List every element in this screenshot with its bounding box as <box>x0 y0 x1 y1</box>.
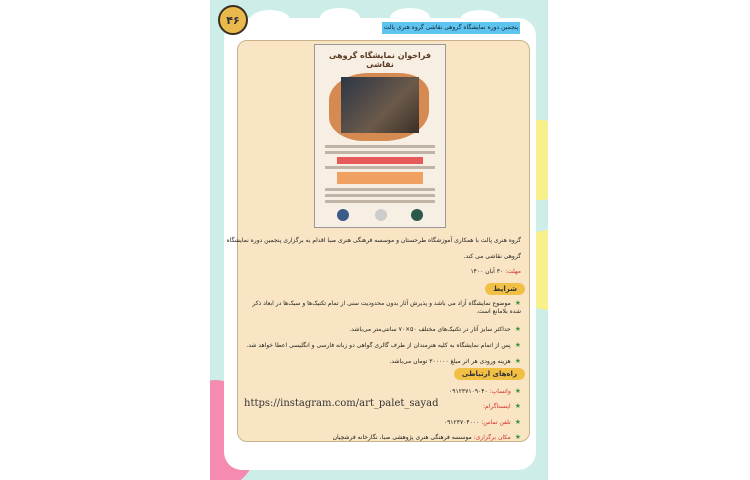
poster-band <box>337 157 423 164</box>
intro-text-line2: گروهی نقاشی می کند. <box>463 253 521 260</box>
poster-text <box>325 194 435 197</box>
contact-label: مکان برگزاری: <box>473 434 511 441</box>
magazine-page <box>210 0 548 480</box>
poster-image <box>314 44 446 228</box>
poster-text <box>325 166 435 169</box>
contact-value[interactable]: ۰۹۱۲۳۷۱۰۹۰۴۰ <box>449 388 488 395</box>
poster-text <box>325 151 435 154</box>
star-icon: ★ <box>514 418 521 426</box>
condition-item <box>246 341 521 349</box>
condition-text: موضوع نمایشگاه آزاد می باشد و پذیرش آثار بدون محدودیت سنی از تمام تکنیک‌ها و سبک‌ها در ابعاد ذکر شده بلامانع است. <box>252 300 521 315</box>
deadline-label: مهلت: <box>505 268 521 275</box>
star-icon: ★ <box>514 387 521 395</box>
poster-logo <box>337 209 349 221</box>
instagram-link[interactable]: https://instagram.com/art_palet_sayad <box>244 398 439 409</box>
contact-heading: راه‌های ارتباطی <box>454 368 525 380</box>
star-icon: ★ <box>514 341 521 349</box>
conditions-heading: شرایط <box>485 283 525 295</box>
content-card <box>226 40 530 442</box>
contact-venue <box>333 433 521 441</box>
contact-label: تلفن تماس: <box>481 419 511 426</box>
condition-item <box>349 325 521 333</box>
star-icon: ★ <box>514 402 521 410</box>
poster-text <box>325 188 435 191</box>
condition-text: حداکثر سایز آثار در تکنیک‌های مختلف ۵۰×۷۰ سانتی‌متر می‌باشد. <box>349 326 511 333</box>
poster-photo <box>341 77 419 133</box>
wave <box>250 10 290 30</box>
poster-band <box>337 172 423 184</box>
star-icon: ★ <box>514 433 521 441</box>
contact-instagram <box>483 402 521 410</box>
poster-logo <box>411 209 423 221</box>
deadline <box>470 268 521 275</box>
page-number: ۴۶ <box>218 5 248 35</box>
star-icon: ★ <box>514 299 521 307</box>
intro-text: گروه هنری پالت با همکاری آموزشگاه طرحستان و موسسه فرهنگی هنری صبا اقدام به برگزاری پنجمین دوره نمایشگاه <box>226 237 521 244</box>
contact-phone <box>444 418 521 426</box>
section-header: پنجمین دوره نمایشگاه گروهی نقاشی گروه هنری پالت <box>382 22 520 34</box>
poster-title: فراخوان نمایشگاه گروهی نقاشی <box>328 51 431 69</box>
contact-label: اینستاگرام: <box>483 403 511 410</box>
condition-text: هزینه ورودی هر اثر مبلغ ۳۰۰۰۰۰ تومان می‌باشد. <box>389 358 511 365</box>
contact-label: واتساپ: <box>489 388 511 395</box>
poster-text <box>325 145 435 148</box>
condition-item <box>389 357 521 365</box>
contact-value: موسسه فرهنگی هنری پژوهشی صبا، نگارخانه فرشچیان <box>332 434 472 441</box>
contact-value[interactable]: ۰۹۱۲۳۷۰۴۰۰۰ <box>443 419 480 426</box>
wave <box>320 8 360 28</box>
poster-logo <box>375 209 387 221</box>
condition-item <box>249 299 521 316</box>
deadline-value: ۳۰ آبان ۱۴۰۰ <box>470 268 504 275</box>
star-icon: ★ <box>514 325 521 333</box>
poster-text <box>325 200 435 203</box>
contact-whatsapp <box>449 387 521 395</box>
condition-text: پس از اتمام نمایشگاه به کلیه هنرمندان از طرف گالری گواهی دو زبانه فارسی و انگلیسی اعطا خواهد شد. <box>246 342 511 349</box>
star-icon: ★ <box>514 357 521 365</box>
